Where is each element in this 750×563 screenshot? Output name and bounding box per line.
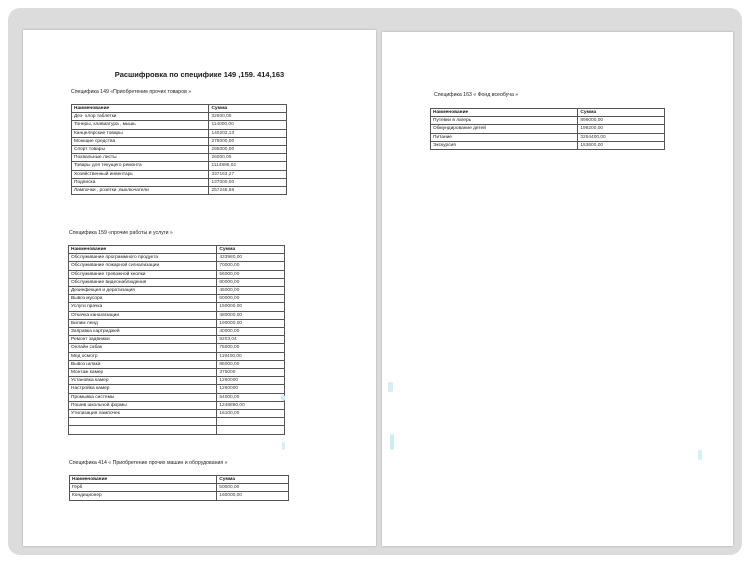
table-row xyxy=(431,117,665,125)
table-row xyxy=(69,278,285,286)
item-sum: 137000,00 xyxy=(209,178,287,186)
item-sum: 75000,00 xyxy=(217,344,285,352)
item-sum: 86000,00 xyxy=(217,360,285,368)
item-name: Утилизация лампочек xyxy=(69,410,217,418)
item-sum: 80000,00 xyxy=(217,278,285,286)
item-name: Монтаж камер xyxy=(69,369,217,377)
item-sum: 337163,27 xyxy=(209,170,287,178)
table-row xyxy=(70,492,289,500)
header-sum: Сумма xyxy=(578,109,665,117)
item-name: Онлайн сабак xyxy=(69,344,217,352)
table-row xyxy=(69,254,285,262)
photo-frame xyxy=(8,8,742,555)
item-sum: 278000,00 xyxy=(209,137,287,145)
item-sum: 60000,00 xyxy=(217,295,285,303)
table-row xyxy=(69,377,285,385)
item-sum: 40000,00 xyxy=(217,328,285,336)
table-row xyxy=(69,262,285,270)
table-row xyxy=(72,121,287,129)
item-name: Лампочки , розетки ,выключатели xyxy=(72,187,209,195)
table-row xyxy=(69,393,285,401)
item-sum: 198200,00 xyxy=(578,125,665,133)
item-sum: 16100,00 xyxy=(217,410,285,418)
item-sum: 70000,00 xyxy=(217,262,285,270)
item-name: Настройка камер xyxy=(69,385,217,393)
table-row xyxy=(69,303,285,311)
item-sum: 54000,00 xyxy=(217,393,285,401)
scan-artifact xyxy=(390,434,394,450)
item-sum: 1260000 xyxy=(217,377,285,385)
table-header-row xyxy=(72,105,287,113)
table-row xyxy=(69,360,285,368)
item-sum: 375000 xyxy=(217,369,285,377)
item-name: Кондиционер xyxy=(70,492,217,500)
spec-149-label: Специфика 149 «Приобретение прочих товаров » xyxy=(71,89,192,95)
item-name: Хозяйственный инвентарь xyxy=(72,170,209,178)
table-row xyxy=(431,133,665,141)
spec-159-label: Специфика 159 «прочие работы и услуги » xyxy=(69,230,173,236)
item-name: Питание xyxy=(431,133,578,141)
item-sum xyxy=(217,418,285,426)
table-row xyxy=(72,187,287,195)
table-row xyxy=(72,137,287,145)
table-header-row xyxy=(431,109,665,117)
table-row xyxy=(69,426,285,434)
table-row xyxy=(69,270,285,278)
table-row xyxy=(69,352,285,360)
item-sum: 1248880,00 xyxy=(217,401,285,409)
item-name: Обмундирование детей xyxy=(431,125,578,133)
spec-159-table xyxy=(68,245,285,435)
item-sum: 26000,00 xyxy=(209,154,287,162)
table-row xyxy=(72,170,287,178)
table-row xyxy=(69,319,285,327)
item-name: Услуги прачка xyxy=(69,303,217,311)
item-name: Заправка картриджей xyxy=(69,328,217,336)
table-row xyxy=(431,125,665,133)
item-sum: 1260000 xyxy=(217,385,285,393)
table-row xyxy=(70,484,289,492)
item-name: Путевки в лагерь xyxy=(431,117,578,125)
item-sum: 257248,58 xyxy=(209,187,287,195)
table-row xyxy=(69,336,285,344)
item-sum: 190000,00 xyxy=(217,319,285,327)
item-sum: 295000,00 xyxy=(209,146,287,154)
item-sum: 9203,04 xyxy=(217,336,285,344)
item-name: Обслуживание программного продукта xyxy=(69,254,217,262)
item-name xyxy=(69,418,217,426)
header-sum: Сумма xyxy=(217,476,289,484)
table-row xyxy=(72,162,287,170)
item-sum: 56000,00 xyxy=(217,270,285,278)
scan-artifact xyxy=(698,450,702,460)
item-name: Мед осмотр xyxy=(69,352,217,360)
table-row xyxy=(72,113,287,121)
table-header-row xyxy=(69,246,285,254)
spec-163-table xyxy=(430,108,665,150)
table-row xyxy=(69,287,285,295)
item-name: Товары для текущего ремонта xyxy=(72,162,209,170)
item-sum: 480000,00 xyxy=(217,311,285,319)
item-name: Похвальные листы xyxy=(72,154,209,162)
table-row xyxy=(69,401,285,409)
item-name: Тонеры, клавиатура , мышь xyxy=(72,121,209,129)
document-title: Расшифровка по специфике 149 ,159. 414,163 xyxy=(114,70,285,79)
item-sum: 32500,00 xyxy=(209,113,287,121)
item-name xyxy=(69,426,217,434)
table-row xyxy=(69,295,285,303)
item-sum: 114000,00 xyxy=(209,121,287,129)
table-row xyxy=(431,141,665,149)
table-row xyxy=(72,178,287,186)
table-row xyxy=(72,146,287,154)
item-name: Откачка канализации xyxy=(69,311,217,319)
header-name: Наименование xyxy=(69,246,217,254)
item-name: Экскурсия xyxy=(431,141,578,149)
document-page-2 xyxy=(382,32,733,546)
table-row xyxy=(69,344,285,352)
table-row xyxy=(72,129,287,137)
item-sum: 899000,00 xyxy=(578,117,665,125)
spec-414-label: Специфика 414 « Приобретение прочих машин и оборудования » xyxy=(69,460,228,466)
item-sum: 1114886,02 xyxy=(209,162,287,170)
header-sum: Сумма xyxy=(209,105,287,113)
item-name: Обслуживание тревожной кнопки xyxy=(69,270,217,278)
header-name: Наименование xyxy=(72,105,209,113)
item-name: Герб xyxy=(70,484,217,492)
item-name: Дезинфекция и дератизация xyxy=(69,287,217,295)
item-name: Обслуживание пожарной сигнализации xyxy=(69,262,217,270)
scan-artifact xyxy=(388,382,393,392)
item-name: Спорт товары xyxy=(72,146,209,154)
item-sum: 119400,00 xyxy=(217,352,285,360)
table-row xyxy=(69,410,285,418)
header-name: Наименование xyxy=(70,476,217,484)
table-row xyxy=(69,418,285,426)
item-name: Обслуживание видеонаблюдения xyxy=(69,278,217,286)
table-header-row xyxy=(70,476,289,484)
item-sum: 433980,00 xyxy=(217,254,285,262)
item-name: Пошив школьной формы xyxy=(69,401,217,409)
item-name: Подписка xyxy=(72,178,209,186)
table-row xyxy=(69,328,285,336)
document-page-1 xyxy=(23,30,376,546)
scan-artifact xyxy=(282,442,285,450)
table-row xyxy=(69,385,285,393)
scan-artifact xyxy=(281,395,285,401)
item-name: Моющие средства xyxy=(72,137,209,145)
item-name: Дез- хлор таблетки xyxy=(72,113,209,121)
item-sum: 153600,00 xyxy=(578,141,665,149)
spec-163-label: Специфика 163 « Фонд всеобуча » xyxy=(434,92,519,98)
item-name: Вывоз мусора xyxy=(69,295,217,303)
item-name: Ремонт задвижки xyxy=(69,336,217,344)
item-name: Промывка системы xyxy=(69,393,217,401)
item-sum: 50000,00 xyxy=(217,484,289,492)
item-sum xyxy=(217,426,285,434)
table-row xyxy=(69,311,285,319)
item-sum: 160000,00 xyxy=(217,492,289,500)
table-row xyxy=(69,369,285,377)
item-sum: 3254400,00 xyxy=(578,133,665,141)
item-sum: 150000,00 xyxy=(217,303,285,311)
header-name: Наименование xyxy=(431,109,578,117)
table-row xyxy=(72,154,287,162)
item-name: Вывоз шлака xyxy=(69,360,217,368)
spec-149-table xyxy=(71,104,287,195)
item-sum: 45000,00 xyxy=(217,287,285,295)
item-name: Билим ленд xyxy=(69,319,217,327)
header-sum: Сумма xyxy=(217,246,285,254)
item-sum: 140202,13 xyxy=(209,129,287,137)
item-name: Канцелярские товары xyxy=(72,129,209,137)
spec-414-table xyxy=(69,475,289,501)
item-name: Установка камер xyxy=(69,377,217,385)
